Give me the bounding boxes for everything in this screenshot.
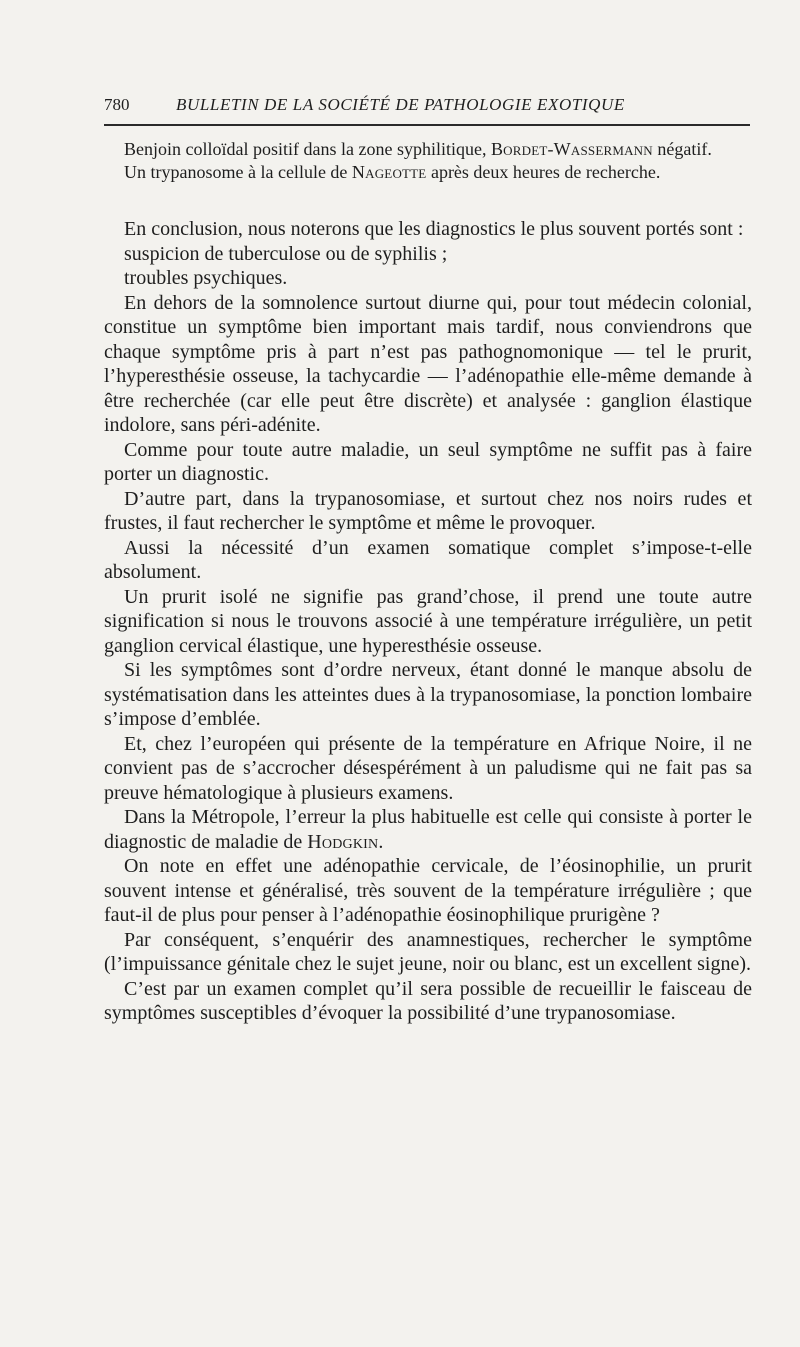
paragraph: On note en effet une adénopathie cervicale, de l’éosinophilie, un prurit souvent intense et généralisé, très souvent de la température irrégulière ; que faut-il de plus pour penser à l’adénopathie éosinophilique prurigène ? bbox=[104, 855, 752, 926]
paragraph: Benjoin colloïdal positif dans la zone syphilitique, Bordet-Wassermann négatif. bbox=[124, 139, 712, 159]
paragraph: Par conséquent, s’enquérir des anamnestiques, rechercher le symptôme (l’impuissance génitale chez le sujet jeune, noir ou blanc, est un excellent signe). bbox=[104, 928, 752, 975]
paragraph: D’autre part, dans la trypanosomiase, et surtout chez nos noirs rudes et frustes, il faut rechercher le symptôme et même le provoquer. bbox=[104, 487, 752, 534]
page-number: 780 bbox=[104, 95, 130, 114]
author-name: Hodgkin bbox=[307, 830, 379, 853]
paragraph: C’est par un examen complet qu’il sera possible de recueillir le faisceau de symptômes susceptibles d’évoquer la possibilité d’une trypanosomiase. bbox=[104, 977, 752, 1024]
paragraph: Comme pour toute autre maladie, un seul symptôme ne suffit pas à faire porter un diagnostic. bbox=[104, 438, 752, 485]
case-report-findings bbox=[104, 138, 752, 183]
header-rule bbox=[104, 124, 750, 126]
paragraph: Si les symptômes sont d’ordre nerveux, étant donné le manque absolu de systématisation dans les atteintes dues à la trypanosomiase, la ponction lombaire s’impose d’emblée. bbox=[104, 659, 752, 730]
paragraph: Et, chez l’européen qui présente de la température en Afrique Noire, il ne convient pas de s’accrocher désespérément à un paludisme qui ne fait pas sa preuve hématologique à plusieurs examens. bbox=[104, 732, 752, 804]
paragraph: Aussi la nécessité d’un examen somatique complet s’impose-t-elle absolument. bbox=[104, 536, 752, 583]
list-item: suspicion de tuberculose ou de syphilis ; bbox=[124, 242, 448, 265]
author-name: Bordet-Wassermann bbox=[490, 139, 653, 159]
running-title: BULLETIN DE LA SOCIÉTÉ DE PATHOLOGIE EXOTIQUE bbox=[176, 95, 625, 114]
paragraph: Un prurit isolé ne signifie pas grand’chose, il prend une toute autre signification si nous le trouvons associé à une température irrégulière, un petit ganglion cervical élastique, une hyperesthésie osseuse. bbox=[104, 585, 752, 657]
running-head bbox=[104, 93, 750, 123]
paragraph: Dans la Métropole, l’erreur la plus habituelle est celle qui consiste à porter le diagnostic de maladie de Hodgkin. bbox=[104, 806, 752, 853]
paragraph: Un trypanosome à la cellule de Nageotte après deux heures de recherche. bbox=[124, 161, 661, 182]
list-item: troubles psychiques. bbox=[124, 267, 288, 289]
paragraph: En dehors de la somnolence surtout diurne qui, pour tout médecin colonial, constitue un symptôme bien important mais tardif, nous conviendrons que chaque symptôme pris à part n’est pas pathognomonique — tel le prurit, l’hyperesthésie osseuse, la tachycardie — l’adénopathie elle-même demande à être recherchée (car elle peut être discrète) et analysée : ganglion élastique indolore, sans péri-adénite. bbox=[104, 291, 752, 436]
article-body bbox=[104, 138, 752, 1026]
conclusion-section bbox=[104, 217, 752, 1026]
paragraph: En conclusion, nous noterons que les diagnostics le plus souvent portés sont : bbox=[124, 218, 744, 240]
author-name: Nageotte bbox=[351, 161, 427, 182]
